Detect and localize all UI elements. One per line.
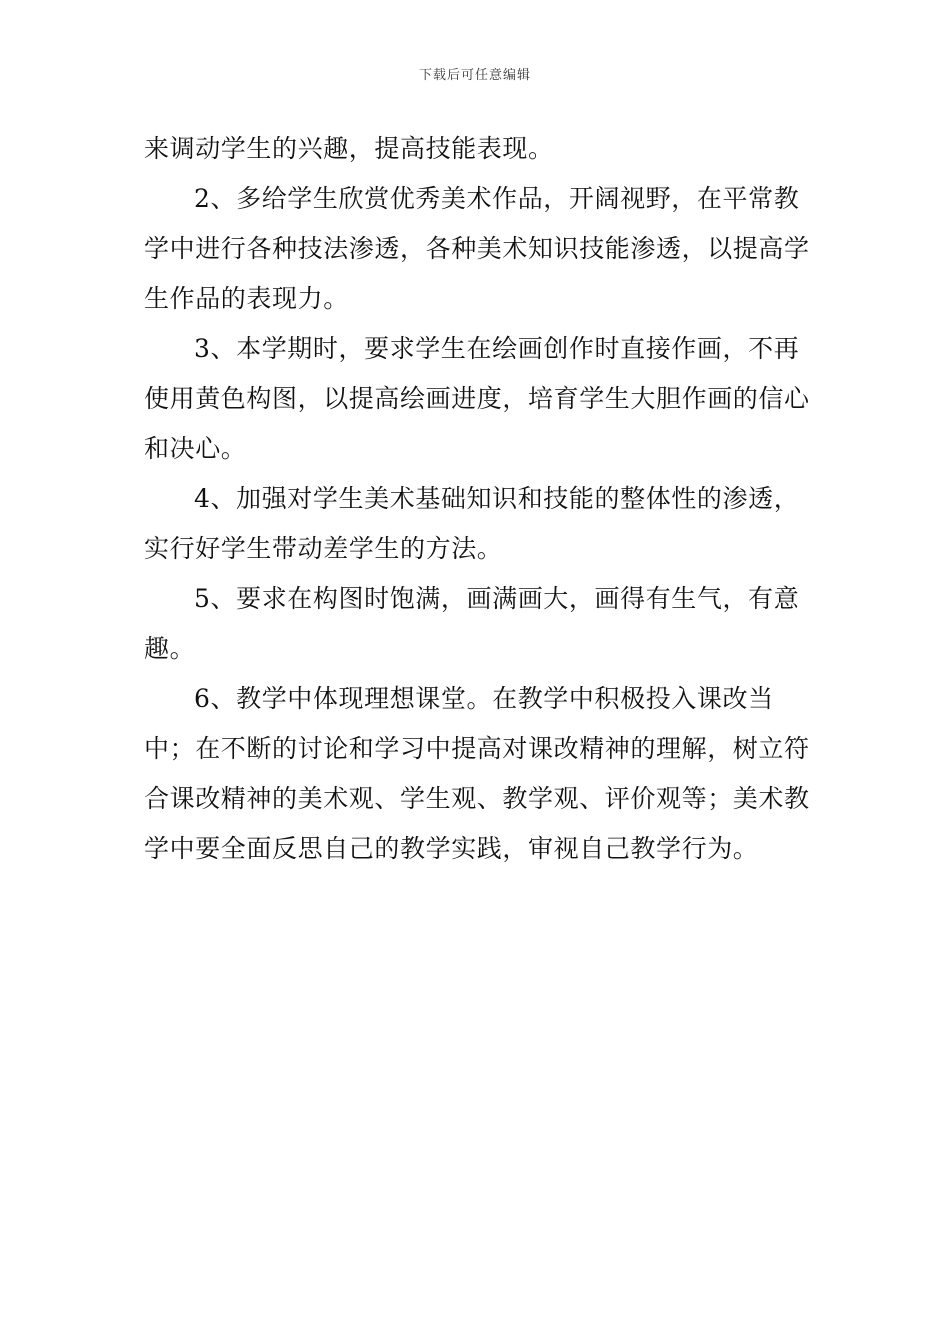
- paragraph-item-2: 2、多给学生欣赏优秀美术作品，开阔视野，在平常教学中进行各种技法渗透，各种美术知识技能渗透，以提高学生作品的表现力。: [144, 184, 810, 313]
- paragraph-continuation: 来调动学生的兴趣，提高技能表现。: [144, 134, 554, 163]
- page-header: 下载后可任意编辑: [418, 68, 531, 83]
- paragraph-item-5: 5、要求在构图时饱满，画满画大，画得有生气，有意趣。: [144, 584, 800, 663]
- paragraph-item-3: 3、本学期时，要求学生在绘画创作时直接作画，不再使用黄色构图，以提高绘画进度，培育学生大胆作画的信心和决心。: [144, 334, 810, 463]
- document-body: [144, 124, 814, 874]
- paragraph-item-6: 6、教学中体现理想课堂。在教学中积极投入课改当中；在不断的讨论和学习中提高对课改精神的理解，树立符合课改精神的美术观、学生观、教学观、评价观等；美术教学中要全面反思自己的教学实践，审视自己教学行为。: [144, 684, 810, 863]
- paragraph-item-4: 4、加强对学生美术基础知识和技能的整体性的渗透，实行好学生带动差学生的方法。: [144, 484, 800, 563]
